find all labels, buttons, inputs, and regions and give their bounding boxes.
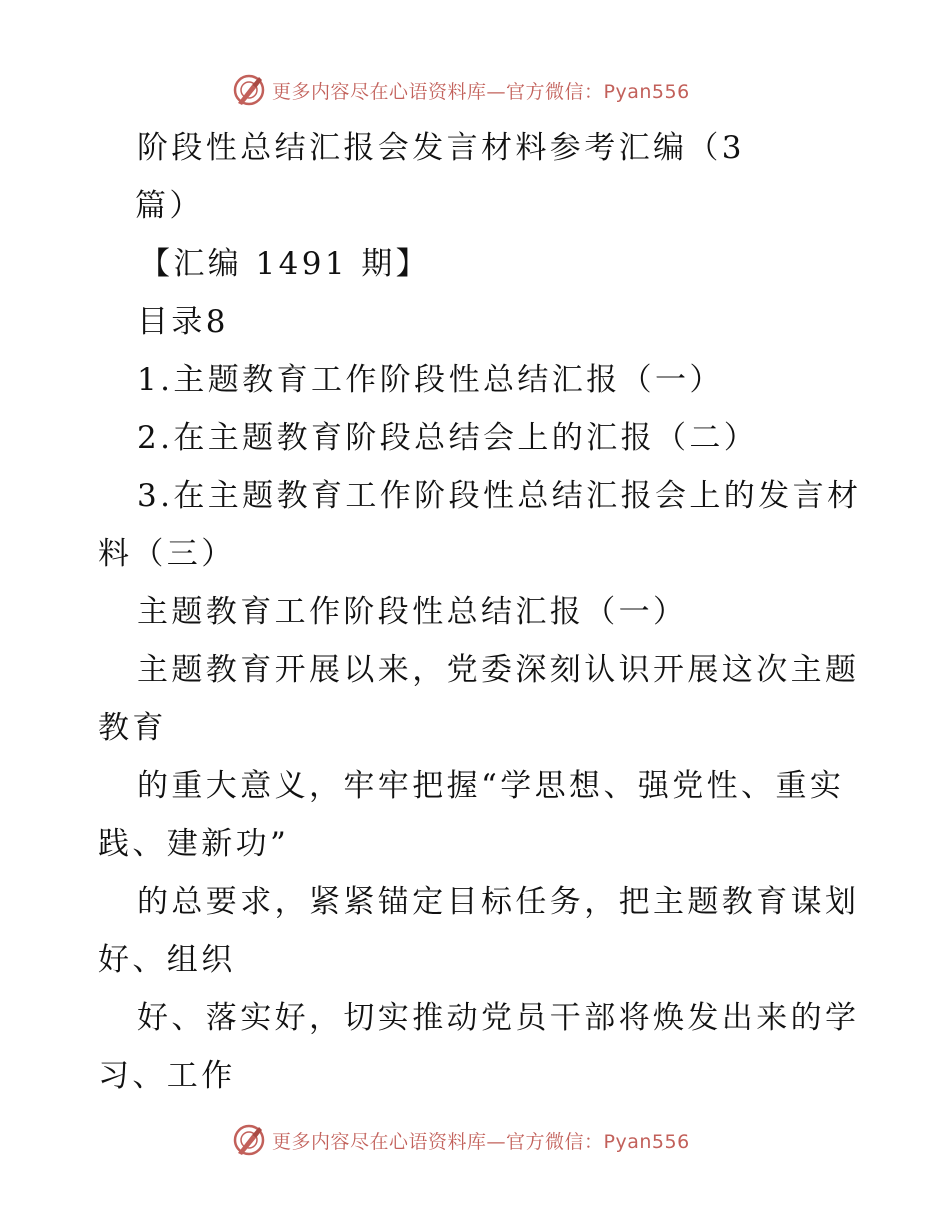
- body-paragraph-line: 践、建新功”: [98, 826, 290, 862]
- pen-logo-icon: [232, 73, 266, 107]
- body-paragraph-line: 好、组织: [98, 942, 236, 978]
- body-paragraph-line: 主题教育开展以来，党委深刻认识开展这次主题: [137, 652, 860, 688]
- document-title-line-1: 阶段性总结汇报会发言材料参考汇编（3: [137, 130, 745, 166]
- body-paragraph-line: 的重大意义，牢牢把握“学思想、强党性、重实: [137, 768, 845, 804]
- section-heading: 主题教育工作阶段性总结汇报（一）: [137, 594, 688, 630]
- document-title-line-2: 篇）: [135, 188, 204, 224]
- watermark-text: 更多内容尽在心语资料库—官方微信：Pyan556: [272, 1130, 690, 1153]
- footer-watermark: [232, 1122, 690, 1158]
- body-paragraph-line: 好、落实好，切实推动党员干部将焕发出来的学: [137, 1000, 860, 1036]
- toc-item-3-continued: 料（三）: [98, 536, 236, 572]
- pen-logo-icon: [232, 1123, 266, 1157]
- toc-heading: 目录8: [137, 304, 229, 340]
- watermark-text: 更多内容尽在心语资料库—官方微信：Pyan556: [272, 80, 690, 103]
- header-watermark: [232, 72, 690, 108]
- body-paragraph-line: 教育: [98, 710, 167, 746]
- toc-item-3: 3.在主题教育工作阶段性总结汇报会上的发言材: [137, 478, 862, 514]
- toc-item-2: 2.在主题教育阶段总结会上的汇报（二）: [137, 420, 759, 456]
- body-paragraph-line: 习、工作: [98, 1058, 236, 1094]
- toc-item-1: 1.主题教育工作阶段性总结汇报（一）: [137, 362, 724, 398]
- issue-number: 【汇编 1491 期】: [139, 246, 430, 282]
- body-paragraph-line: 的总要求，紧紧锚定目标任务，把主题教育谋划: [137, 884, 860, 920]
